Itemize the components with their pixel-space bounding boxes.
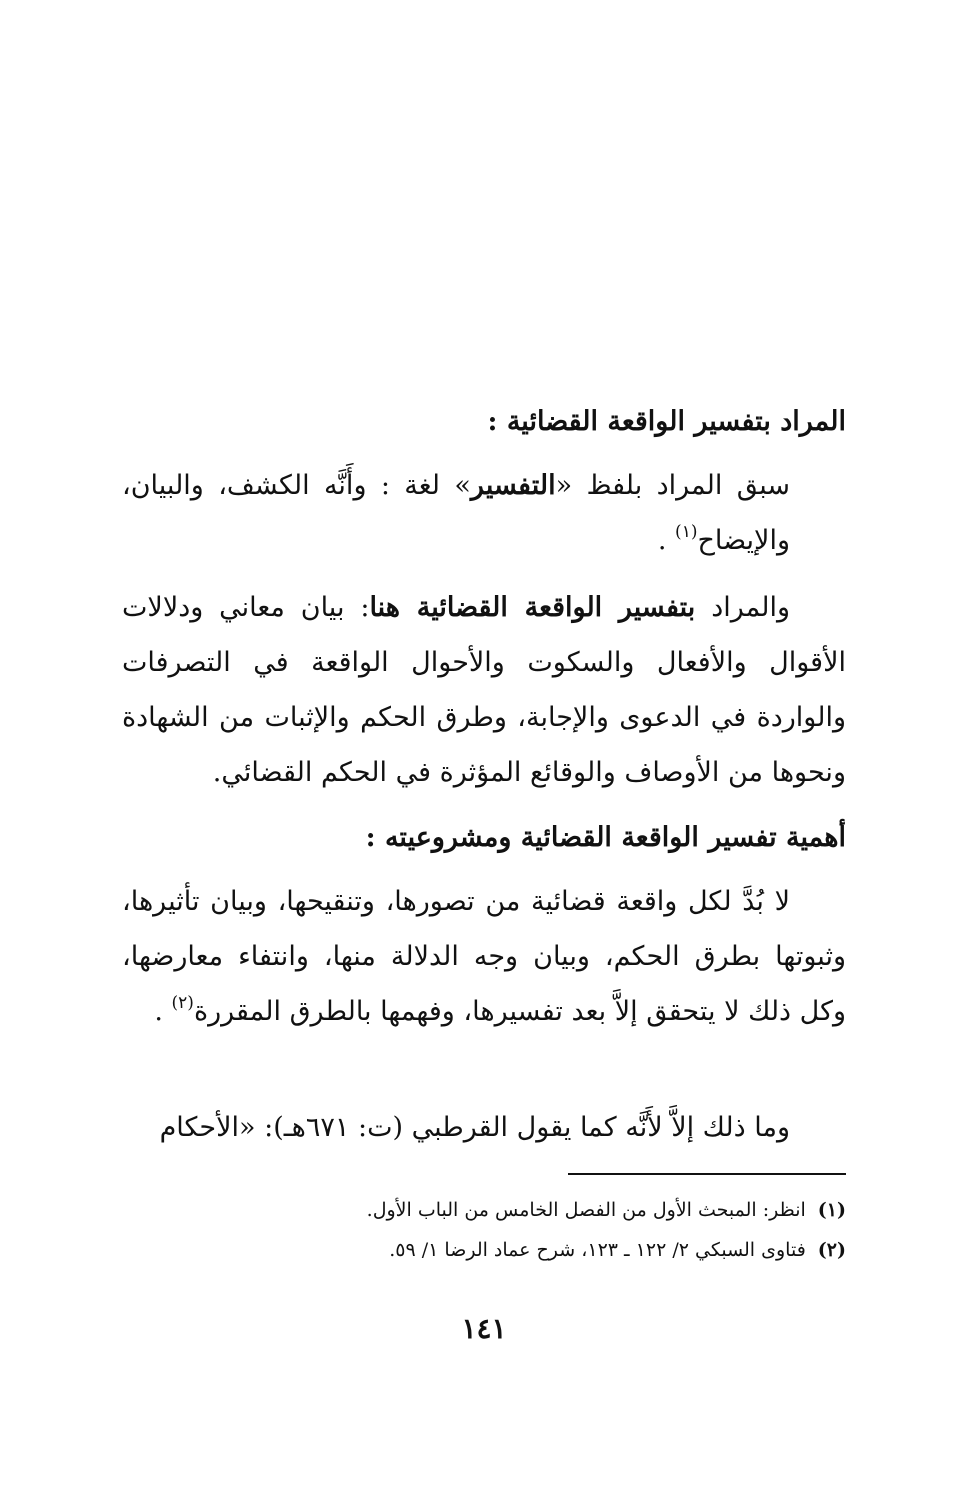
- paragraph-text: » لغة : وأَنَّه الكشف، والبيان، والإيضاح: [122, 470, 790, 556]
- footnote-2: [122, 1230, 846, 1270]
- page-number: ١٤١: [461, 1312, 507, 1345]
- paragraph-text: لا بُدَّ لكل واقعة قضائية من تصورها، وتنقيحها، وبيان تأثيرها، وثبوتها بطرق الحكم، وبيان وجه الدلالة منها، وانتفاء معارضها، وكل ذلك لا يتحقق إلاَّ بعد تفسيرها، وفهمها بالطرق المقررة: [122, 886, 846, 1027]
- paragraph-text: .: [657, 525, 676, 556]
- paragraph-meaning-here: [122, 580, 846, 800]
- paragraph-2: [122, 580, 846, 800]
- footnote-text: فتاوى السبكي ٢/ ١٢٢ ـ ١٢٣، شرح عماد الرضا ١/ ٥٩.: [389, 1239, 806, 1261]
- footnotes: [122, 1190, 846, 1270]
- paragraph-qurtubi: [122, 1100, 846, 1155]
- footnote-1: [122, 1190, 846, 1230]
- paragraph-text: .: [154, 996, 172, 1027]
- paragraph-text: والمراد: [695, 592, 790, 623]
- footnote-reference[interactable]: (١): [675, 522, 698, 542]
- paragraph-3: [122, 874, 846, 1039]
- paragraph-1: [122, 458, 846, 568]
- section-2: [122, 818, 846, 858]
- paragraph-text: سبق المراد بلفظ «: [555, 470, 790, 501]
- bold-term: التفسير: [470, 470, 556, 501]
- paragraph-text: : بيان معاني ودلالات الأقوال والأفعال والسكوت والأحوال الواقعة في التصرفات والواردة في الدعوى والإجابة، وطرق الحكم والإثبات من الشهادة ونحوها من الأوصاف والوقائع المؤثرة في الحكم القضائي.: [122, 592, 846, 788]
- footnote-number: (٢): [817, 1239, 846, 1261]
- section-1: [122, 402, 846, 442]
- footnote-text: انظر: المبحث الأول من الفصل الخامس من الباب الأول.: [366, 1199, 806, 1221]
- footnote-separator: [568, 1173, 846, 1175]
- bold-term: بتفسير الواقعة القضائية هنا: [369, 592, 696, 623]
- footnote-number: (١): [817, 1199, 846, 1221]
- paragraph-importance: [122, 874, 846, 1039]
- paragraph-4: [122, 1100, 846, 1155]
- paragraph-text: وما ذلك إلاَّ لأَنَّه كما يقول القرطبي (ت: ٦٧١هـ): «الأحكام: [159, 1112, 790, 1143]
- paragraph-tafsir-definition: [122, 458, 846, 568]
- section-heading-meaning: المراد بتفسير الواقعة القضائية :: [487, 406, 846, 437]
- section-heading-importance: أهمية تفسير الواقعة القضائية ومشروعيته :: [365, 822, 846, 853]
- footnote-reference[interactable]: (٢): [171, 993, 194, 1013]
